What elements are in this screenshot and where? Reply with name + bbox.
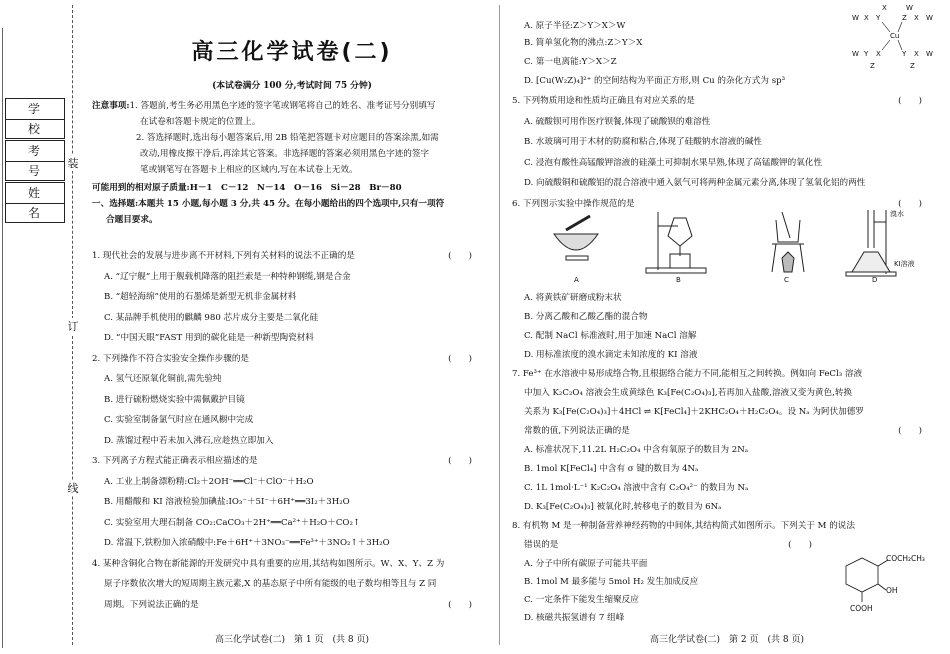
answer-paren[interactable]: ( ) [448, 599, 472, 610]
question-7-stem-end: 常数的值,下列说法正确的是 [524, 426, 630, 436]
questions-left [92, 246, 492, 615]
page-1-footer: 高三化学试卷(二) 第 1 页 (共 8 页) [215, 635, 369, 645]
question-1-stem: 1. 现代社会的发展与进步离不开材料,下列有关材料的说法不正确的是 [92, 251, 355, 261]
svg-text:W: W [926, 50, 933, 58]
q8-option-a: A. 分子中所有碳原子可能共平面 [524, 559, 648, 569]
svg-text:W: W [926, 14, 933, 22]
exam-title: 高三化学试卷(二) [191, 40, 393, 65]
q6-apparatus-figure [546, 208, 926, 288]
q5-option-d: D. 向硫酸铜和硫酸铝的混合溶液中通入氨气可将两种金属元素分离,体现了氢氧化铝的两性 [524, 178, 866, 188]
cut-mark-zhuang: 装 [67, 157, 79, 170]
atomic-masses: 可能用到的相对原子质量:H－1 C－12 N－14 O－16 Si－28 Br－80 [92, 183, 402, 193]
q8-option-d: D. 核磁共振氢谱有 7 组峰 [524, 613, 625, 623]
svg-text:Y: Y [864, 50, 869, 58]
answer-paren[interactable]: ( ) [898, 426, 922, 436]
svg-text:Z: Z [870, 62, 875, 70]
question-3 [92, 451, 492, 472]
page-2-footer: 高三化学试卷(二) 第 2 页 (共 8 页) [650, 635, 804, 645]
page-divider [499, 5, 500, 645]
q6-option-b: B. 分离乙酸和乙酸乙酯的混合物 [524, 312, 648, 322]
svg-text:Z: Z [902, 14, 907, 22]
answer-paren[interactable]: ( ) [448, 456, 472, 466]
hydroxyl-label: OH [886, 586, 898, 595]
q8-option-c: C. 一定条件下能发生缩聚反应 [524, 595, 639, 605]
question-2 [92, 349, 492, 370]
answer-paren[interactable]: ( ) [788, 540, 812, 550]
q4-option-a: A. 原子半径:Z＞Y＞X＞W [524, 21, 626, 31]
note-1a: 1. 答题前,考生务必用黑色字迹的签字笔或钢笔将自己的姓名、准考证号分别填写 [129, 101, 436, 111]
q4-option-c: C. 第一电离能:Y＞X＞Z [524, 57, 617, 67]
q6-option-a: A. 将黄铁矿研磨成粉末状 [524, 293, 622, 303]
svg-text:Cu: Cu [890, 32, 900, 40]
q6-option-d: D. 用标准浓度的溴水滴定未知浓度的 KI 溶液 [524, 350, 698, 360]
q3-option-c: C. 实验室用大理石制备 CO₂:CaCO₃＋2H⁺══Ca²⁺＋H₂O＋CO₂↑ [104, 517, 361, 528]
answer-paren[interactable]: ( ) [448, 353, 472, 364]
q1-option-d: D. “中国天眼”FAST 用到的碳化硅是一种新型陶瓷材料 [104, 333, 314, 343]
q1-option-a: A. “辽宁舰”上用于舰载机降落的阻拦索是一种特种钢缆,钢是合金 [104, 271, 351, 282]
question-2-stem: 2. 下列操作不符合实验安全操作步骤的是 [92, 353, 250, 364]
note-2a: 2. 答选择题时,选出每小题答案后,用 2B 铅笔把答题卡对应题目的答案涂黑,如需 [136, 133, 439, 143]
fig-label-ki: KI溶液 [894, 260, 915, 268]
note-1b: 在试卷和答题卡规定的位置上。 [140, 117, 261, 127]
question-7-c: 关系为 K₃[Fe(C₂O₄)₃]＋4HCl ⇌ K[FeCl₄]＋2KHC₂O₄＋H₂C₂O₄。设 Nₐ 为阿伏加德罗 [524, 407, 864, 417]
question-7-d [512, 422, 942, 441]
fig-label-d: D [872, 276, 878, 284]
q8-option-b: B. 1mol M 最多能与 5mol H₂ 发生加成反应 [524, 577, 699, 587]
section-1-b: 合题目要求。 [106, 215, 158, 225]
svg-text:Z: Z [910, 62, 915, 70]
binding-strip [0, 0, 90, 654]
fig-label-b: B [676, 276, 681, 284]
answer-paren[interactable]: ( ) [898, 96, 922, 106]
q7-option-c: C. 1L 1mol·L⁻¹ K₂C₂O₄ 溶液中含有 C₂O₄²⁻ 的数目为 Nₐ [524, 483, 749, 493]
svg-text:X: X [914, 14, 919, 22]
q3-option-a: A. 工业上制备漂粉精:Cl₂＋2OH⁻══Cl⁻＋ClO⁻＋H₂O [104, 476, 314, 487]
page-1 [92, 0, 492, 654]
q3-option-d: D. 常温下,铁粉加入浓硝酸中:Fe＋6H⁺＋3NO₃⁻══Fe³⁺＋3NO₂↑＋3H₂O [104, 538, 390, 548]
exam-subtitle: (本试卷满分 100 分,考试时间 75 分钟) [212, 81, 372, 91]
q4-option-b: B. 简单氢化物的沸点:Z＞Y＞X [524, 38, 643, 48]
q3-option-b: B. 用醋酸和 KI 溶液检验加碘盐:IO₃⁻＋5I⁻＋6H⁺══3I₂＋3H₂O [104, 497, 350, 507]
question-4-stem-end: 周期。下列说法正确的是 [104, 599, 199, 610]
exam-no-label: 考 号 [6, 141, 64, 162]
svg-text:W: W [852, 50, 859, 58]
question-6-stem: 6. 下列图示实验中操作规范的是 [512, 198, 635, 209]
answer-paren[interactable]: ( ) [898, 198, 922, 209]
q7-option-b: B. 1mol K[FeCl₄] 中含有 σ 键的数目为 4Nₐ [524, 464, 699, 474]
question-7-a: 7. Fe³⁺ 在水溶液中易形成络合物,且根据络合能力不同,能相互之间转换。例如向 FeCl₃ 溶液 [512, 369, 863, 379]
svg-text:W: W [906, 4, 913, 12]
q2-option-a: A. 氢气还原氧化铜前,需先验纯 [104, 374, 222, 384]
section-1-a: 一、选择题:本题共 15 小题,每小题 3 分,共 45 分。在每小题给出的四个选项中,只有一项符 [92, 199, 445, 209]
acyl-group-label: COCH₂CH₃ [886, 554, 925, 563]
carboxyl-label: COOH [850, 604, 873, 613]
q5-option-c: C. 浸泡有酸性高锰酸钾溶液的硅藻土可抑制水果早熟,体现了高锰酸钾的氧化性 [524, 157, 823, 168]
svg-text:Y: Y [876, 14, 881, 22]
q6-option-c: C. 配制 NaCl 标准液时,用于加速 NaCl 溶解 [524, 331, 697, 341]
school-label: 学 校 [6, 99, 64, 120]
question-3-stem: 3. 下列离子方程式能正确表示相应描述的是 [92, 456, 258, 466]
q7-option-a: A. 标准状况下,11.2L H₂C₂O₄ 中含有氧原子的数目为 2Nₐ [524, 445, 749, 455]
molecule-m-structure [838, 548, 938, 612]
fig-label-c: C [784, 276, 789, 284]
svg-text:X: X [864, 14, 869, 22]
svg-text:X: X [914, 50, 919, 58]
question-7-b: 中加入 K₂C₂O₄ 溶液会生成黄绿色 K₃[Fe(C₂O₄)₃],若再加入盐酸,溶液又变为黄色,转换 [524, 388, 853, 398]
q5-option-a: A. 硫酸钡可用作医疗钡餐,体现了硫酸钡的难溶性 [524, 116, 711, 127]
name-field[interactable] [5, 182, 65, 223]
svg-text:Y: Y [902, 50, 907, 58]
q2-option-b: B. 进行硫粉燃烧实验中需佩戴护目镜 [104, 394, 245, 405]
q2-option-c: C. 实验室制备氯气时应在通风橱中完成 [104, 415, 254, 425]
svg-text:W: W [852, 14, 859, 22]
svg-text:X: X [882, 4, 887, 12]
question-1 [92, 246, 492, 267]
question-5 [512, 91, 942, 112]
question-4-c [92, 595, 492, 616]
name-label: 姓 名 [6, 183, 64, 204]
notes [92, 98, 492, 228]
q1-option-c: C. 某品牌手机使用的麒麟 980 芯片成分主要是二氧化硅 [104, 312, 319, 323]
note-2c: 笔或钢笔写在答题卡上相应的区域内,写在本试卷上无效。 [140, 165, 358, 175]
fig-label-bromine: 溴水 [890, 210, 904, 218]
q1-option-b: B. “超轻海绵”使用的石墨烯是新型无机非金属材料 [104, 292, 297, 302]
school-field[interactable] [5, 98, 65, 139]
q7-option-d: D. K₃[Fe(C₂O₄)₃] 被氧化时,转移电子的数目为 6Nₐ [524, 502, 722, 512]
q2-option-d: D. 蒸馏过程中若未加入沸石,应趁热立即加入 [104, 435, 274, 446]
question-4-b: 原子序数依次增大的短周期主族元素,X 的基态原子中所有能级的电子数均相等且与 Z 同 [104, 579, 437, 589]
note-2b: 改动,用橡皮擦干净后,再涂其它答案。非选择题的答案必须用黑色字迹的签字 [140, 149, 430, 159]
notes-head: 注意事项: [92, 101, 130, 111]
exam-no-field[interactable] [5, 140, 65, 181]
svg-text:X: X [876, 50, 881, 58]
q5-option-b: B. 水玻璃可用于木材的防腐和粘合,体现了硅酸钠水溶液的碱性 [524, 137, 762, 147]
question-4-a: 4. 某种含铜化合物在新能源的开发研究中具有重要的应用,其结构如图所示。W、X、Y、Z 为 [92, 558, 445, 569]
cut-mark-xian: 线 [67, 482, 79, 495]
apparatus-drawings [546, 208, 926, 280]
page-2 [512, 0, 942, 654]
cut-mark-ding: 订 [67, 320, 79, 333]
question-8-a: 8. 有机物 M 是一种制备营养神经药物的中间体,其结构简式如图所示。下列关于 M 的说法 [512, 521, 855, 531]
fig-label-a: A [574, 276, 579, 284]
questions-right [512, 18, 942, 214]
question-8-stem-end: 错误的是 [524, 540, 559, 550]
answer-paren[interactable]: ( ) [448, 251, 472, 261]
q4-option-d: D. [Cu(W₂Z)₄]²⁺ 的空间结构为平面正方形,则 Cu 的杂化方式为 sp³ [524, 76, 786, 86]
question-5-stem: 5. 下列物质用途和性质均正确且有对应关系的是 [512, 96, 695, 106]
